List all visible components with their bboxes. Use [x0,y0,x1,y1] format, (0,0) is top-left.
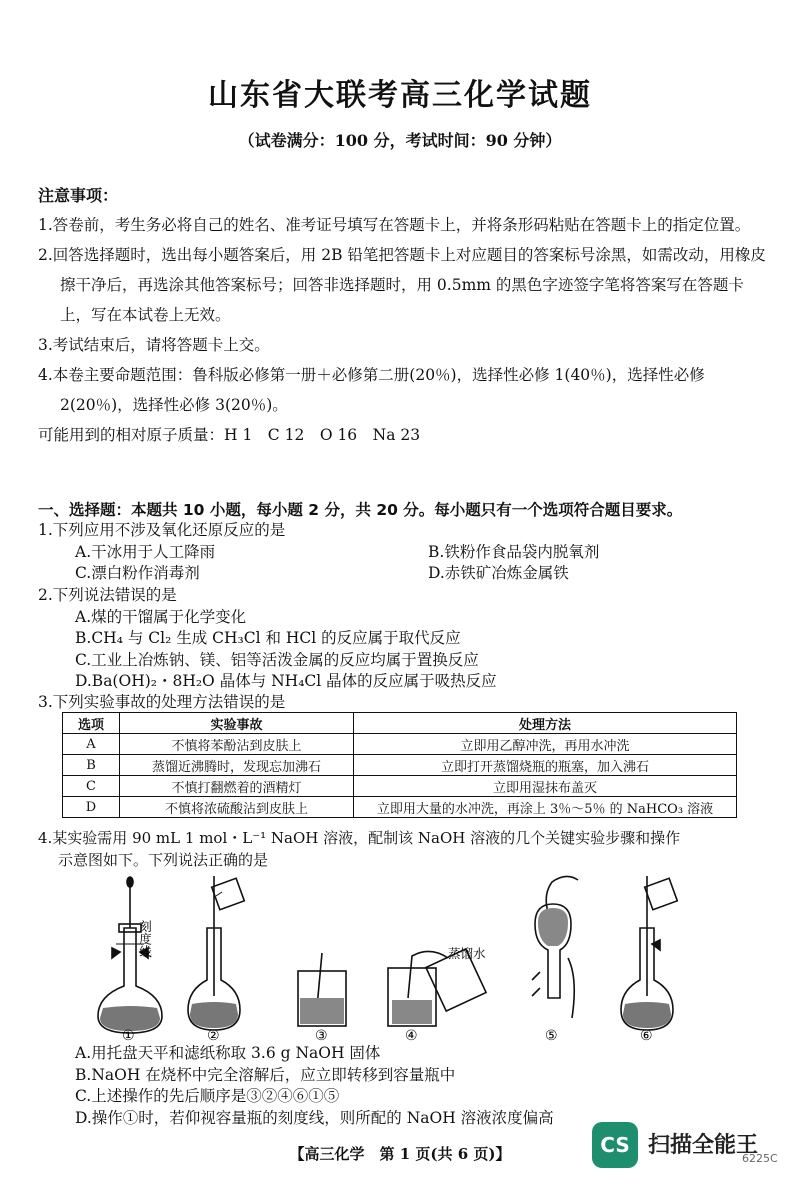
table-cell: 不慎将苯酚沾到皮肤上 [120,734,354,755]
question-2 [38,585,778,693]
paper-code: 6225C [742,1152,778,1165]
step-number: ④ [405,1028,418,1043]
table-cell: A [63,734,120,755]
table-header-cell: 选项 [63,713,120,734]
table-row [63,776,737,797]
question-2-stem: 2.下列说法错误的是 [38,586,177,604]
table-cell: C [63,776,120,797]
table-cell: 立即打开蒸馏烧瓶的瓶塞，加入沸石 [354,755,737,776]
question-4-stem-line2: 示意图如下。下列说法正确的是 [58,850,269,869]
table-cell: B [63,755,120,776]
notes-heading: 注意事项： [38,186,119,205]
atomic-mass-line: 可能用到的相对原子质量：H 1 C 12 O 16 Na 23 [38,426,421,444]
section-heading: 一、选择题：本题共 10 小题，每小题 2 分，共 20 分。每小题只有一个选项符合题目要求。 [38,501,683,519]
note-item-1: 1.答卷前，考生务必将自己的姓名、准考证号填写在答题卡上，并将条形码粘贴在答题卡上的指定位置。 [38,216,751,234]
question-1-stem: 1.下列应用不涉及氧化还原反应的是 [38,521,286,539]
q1-option-a: A.干冰用于人工降雨 [75,542,216,561]
table-cell: 蒸馏近沸腾时，发现忘加沸石 [120,755,354,776]
table-header-row [63,713,737,734]
camscanner-logo-icon: CS [592,1122,638,1168]
q4-options [75,1043,775,1129]
step-3-stir-icon [298,953,346,1026]
step-number: ① [122,1028,135,1043]
table-header-cell: 处理方法 [354,713,737,734]
q4-option-a: A.用托盘天平和滤纸称取 3.6 g NaOH 固体 [75,1044,381,1062]
note-item-2: 2.回答选择题时，选出每小题答案后，用 2B 铅笔把答题卡上对应题目的答案标号涂黑，如需改动，用橡皮擦干净后，再选涂其他答案标号；回答非选择题时，用 0.5mm 的黑色字迹签字笔将答案写在答题卡上，写在本试卷上无效。 [38,246,766,324]
table-row [63,755,737,776]
note-item-4: 4.本卷主要命题范围：鲁科版必修第一册＋必修第二册(20％)，选择性必修 1(40％)，选择性必修 2(20％)，选择性必修 3(20％)。 [38,366,705,414]
q1-option-b: B.铁粉作食品袋内脱氧剂 [428,542,600,561]
q4-option-d: D.操作①时，若仰视容量瓶的刻度线，则所配的 NaOH 溶液浓度偏高 [75,1108,554,1127]
table-cell: 立即用湿抹布盖灭 [354,776,737,797]
step-number: ⑤ [545,1028,558,1043]
step-number: ⑥ [640,1028,653,1043]
note-item-3: 3.考试结束后，请将答题卡上交。 [38,336,270,354]
step-number: ② [207,1028,220,1043]
table-cell: 立即用乙醇冲洗，再用水冲洗 [354,734,737,755]
question-3-stem: 3.下列实验事故的处理方法错误的是 [38,693,286,711]
table-header-cell: 实验事故 [120,713,354,734]
notes-list [38,210,766,450]
accident-table [62,712,737,818]
q4-option-c: C.上述操作的先后顺序是③②④⑥①⑤ [75,1087,340,1105]
table-row [63,734,737,755]
camscanner-watermark-text: 扫描全能王 [648,1133,759,1158]
q2-option-b: B.CH₄ 与 Cl₂ 生成 CH₃Cl 和 HCl 的反应属于取代反应 [75,629,461,647]
solution-prep-diagram [0,868,800,1043]
table-row [63,797,737,818]
table-cell: 不慎打翻燃着的酒精灯 [120,776,354,797]
step-5-shake-icon [532,876,578,1018]
question-4 [38,828,788,871]
exam-subtitle: （试卷满分：100 分，考试时间：90 分钟） [238,131,562,150]
q1-option-c: C.漂白粉作消毒剂 [75,564,200,582]
table-cell: 不慎将浓硫酸沾到皮肤上 [120,797,354,818]
q2-option-d: D.Ba(OH)₂・8H₂O 晶体与 NH₄Cl 晶体的反应属于吸热反应 [75,672,497,690]
question-4-stem-line1: 4.某实验需用 90 mL 1 mol・L⁻¹ NaOH 溶液，配制该 NaOH 溶液的几个关键实验步骤和操作 [38,829,681,847]
step-number: ③ [315,1028,328,1043]
q4-option-b: B.NaOH 在烧杯中完全溶解后，应立即转移到容量瓶中 [75,1065,456,1084]
table-cell: 立即用大量的水冲洗，再涂上 3％～5％ 的 NaHCO₃ 溶液 [354,797,737,818]
scale-mark-label: 刻度线 [137,920,153,958]
question-1 [38,520,778,585]
exam-title: 山东省大联考高三化学试题 [208,78,592,113]
q2-option-a: A.煤的干馏属于化学变化 [75,607,247,626]
distilled-water-label: 蒸馏水 [448,946,486,961]
table-cell: D [63,797,120,818]
q1-option-d: D.赤铁矿冶炼金属铁 [428,564,569,582]
q2-option-c: C.工业上冶炼钠、镁、铝等活泼金属的反应均属于置换反应 [75,650,479,669]
page-footer: 【高三化学 第 1 页(共 6 页)】 [289,1145,511,1163]
